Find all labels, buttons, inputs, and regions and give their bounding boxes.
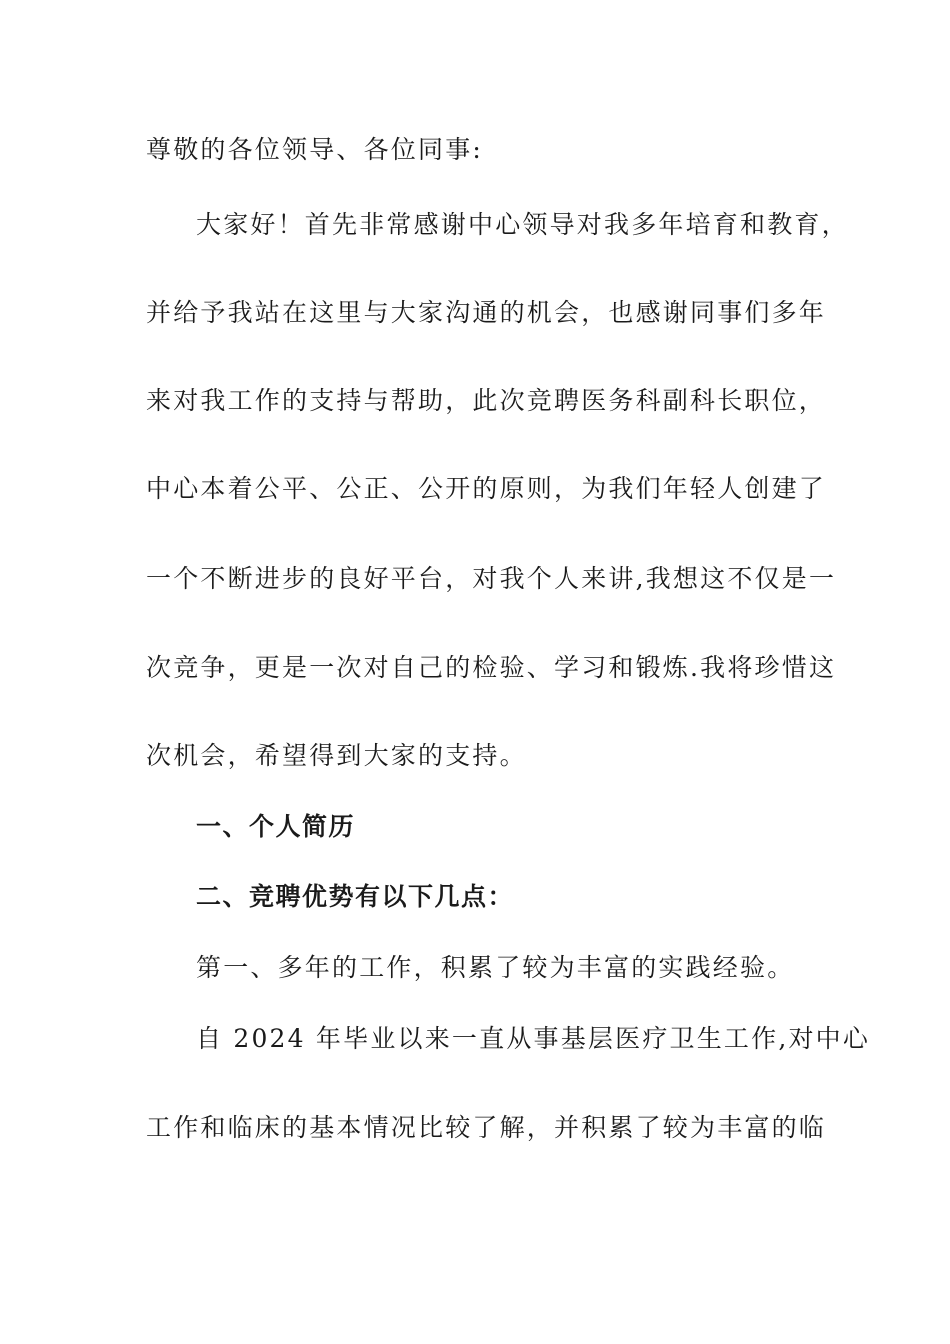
salutation: 尊敬的各位领导、各位同事: [146,135,484,164]
point-1-line-1: 自 2024 年毕业以来一直从事基层医疗卫生工作,对中心 [196,1024,871,1053]
section-heading-advantages: 二、竞聘优势有以下几点： [196,882,515,911]
point-1-line-2: 工作和临床的基本情况比较了解，并积累了较为丰富的临 [146,1113,827,1142]
section-heading-resume: 一、个人简历 [196,812,356,841]
intro-line-4: 中心本着公平、公正、公开的原则，为我们年轻人创建了 [146,474,827,503]
intro-line-1: 大家好！首先非常感谢中心领导对我多年培育和教育， [196,210,849,239]
intro-line-2: 并给予我站在这里与大家沟通的机会，也感谢同事们多年 [146,298,827,327]
intro-line-7: 次机会，希望得到大家的支持。 [146,741,527,770]
intro-line-6: 次竞争，更是一次对自己的检验、学习和锻炼.我将珍惜这 [146,653,837,682]
point-1-title: 第一、多年的工作，积累了较为丰富的实践经验。 [196,953,795,982]
intro-line-5: 一个不断进步的良好平台，对我个人来讲,我想这不仅是一 [146,564,837,593]
intro-line-3: 来对我工作的支持与帮助，此次竞聘医务科副科长职位， [146,386,827,415]
